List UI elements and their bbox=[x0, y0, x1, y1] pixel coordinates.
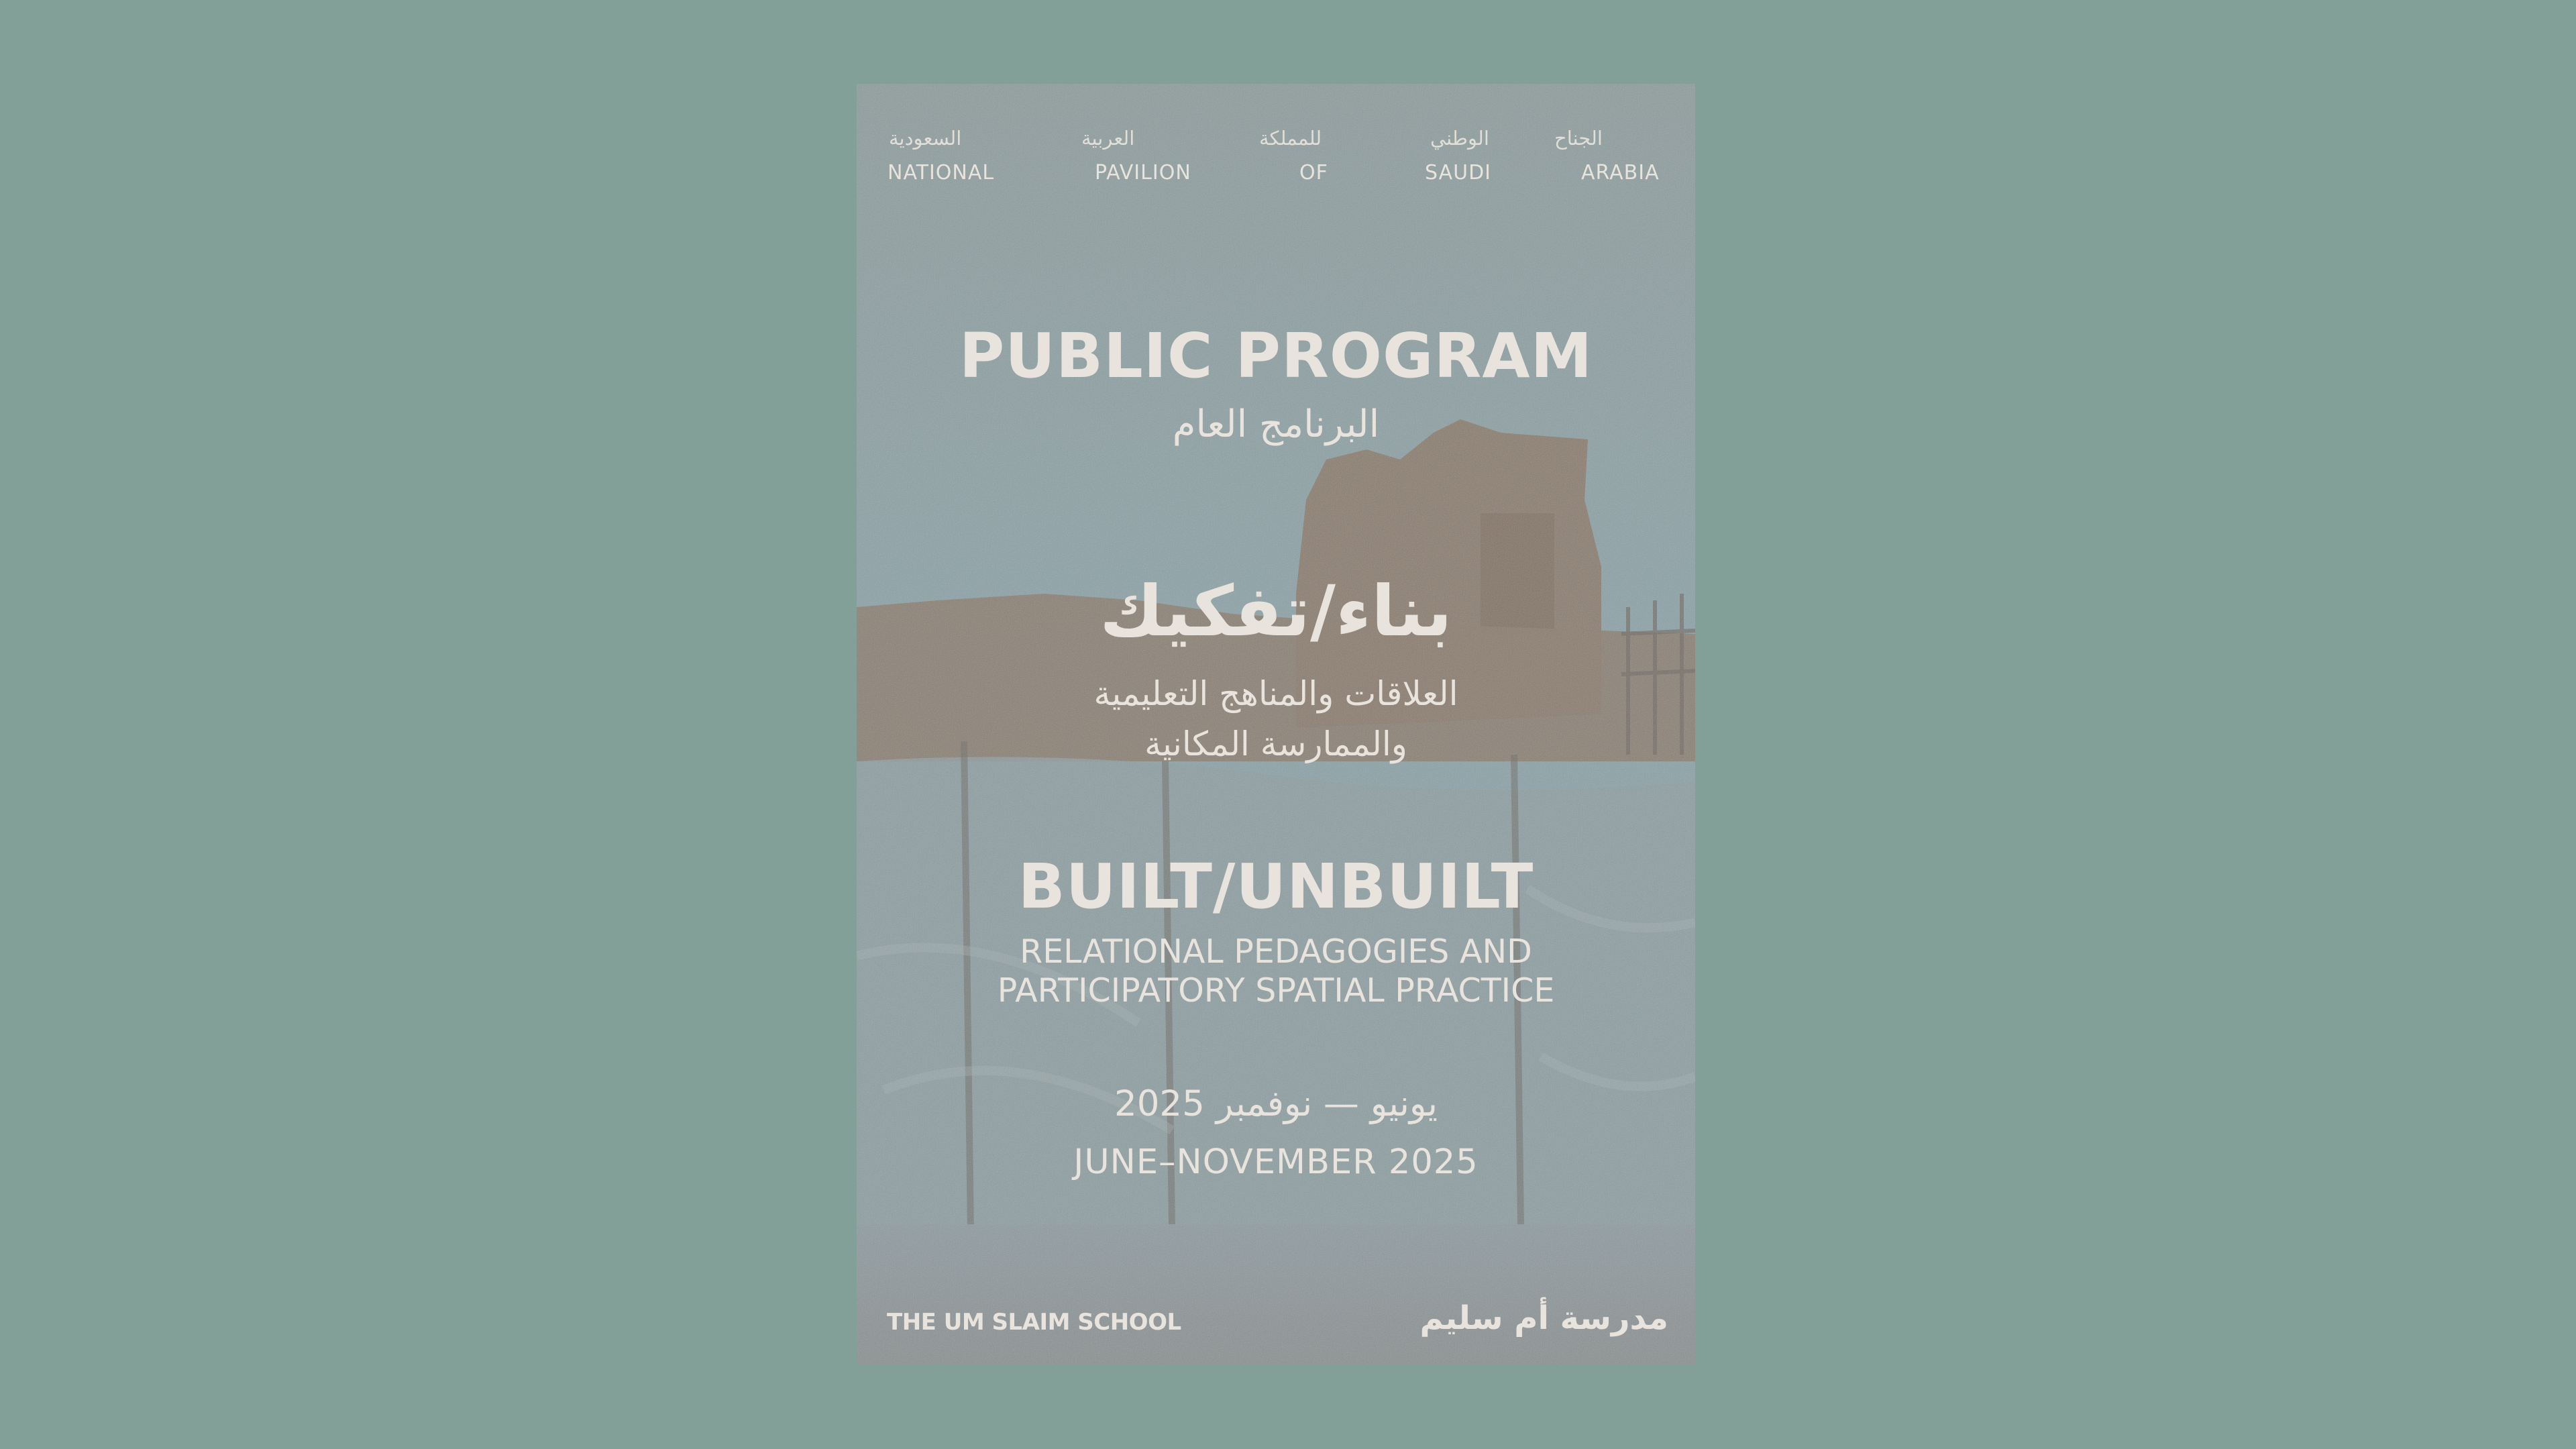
header-en-pavilion: PAVILION bbox=[1095, 161, 1191, 184]
exhibition-title-ar: بناء/تفكيك bbox=[1099, 570, 1452, 652]
exhibition-subtitle-en-line1: RELATIONAL PEDAGOGIES AND bbox=[1020, 932, 1532, 971]
header-en-national: NATIONAL bbox=[888, 161, 995, 184]
exhibition-subtitle-ar-line2: والممارسة المكانية bbox=[1144, 724, 1407, 763]
poster bbox=[857, 84, 1695, 1364]
exhibition-subtitle-en-line2: PARTICIPATORY SPATIAL PRACTICE bbox=[997, 971, 1555, 1010]
dates-en: JUNE–NOVEMBER 2025 bbox=[1073, 1142, 1479, 1182]
exhibition-title-en: BUILT/UNBUILT bbox=[1018, 851, 1534, 922]
header-ar-word-4: العربية bbox=[1081, 127, 1135, 150]
header-en-arabia: ARABIA bbox=[1581, 161, 1660, 184]
exhibition-subtitle-en bbox=[857, 932, 1695, 1010]
header-en-of: OF bbox=[1299, 161, 1328, 184]
header-ar-word-1: الجناح bbox=[1554, 127, 1603, 150]
school-name-en: THE UM SLAIM SCHOOL bbox=[887, 1309, 1181, 1336]
school-name-ar: مدرسة أم سليم bbox=[1419, 1299, 1668, 1337]
exhibition-subtitle-ar-line1: العلاقات والمناهج التعليمية bbox=[1093, 674, 1458, 713]
dates-ar: يونيو — نوفمبر 2025 bbox=[1114, 1083, 1438, 1124]
program-title-en: PUBLIC PROGRAM bbox=[959, 320, 1593, 392]
header-ar-word-3: للمملكة bbox=[1259, 127, 1322, 150]
header-ar-word-2: الوطني bbox=[1430, 127, 1489, 150]
program-title-ar: البرنامج العام bbox=[1172, 402, 1380, 446]
header-ar-word-5: السعودية bbox=[889, 127, 962, 150]
header-en-saudi: SAUDI bbox=[1425, 161, 1492, 184]
